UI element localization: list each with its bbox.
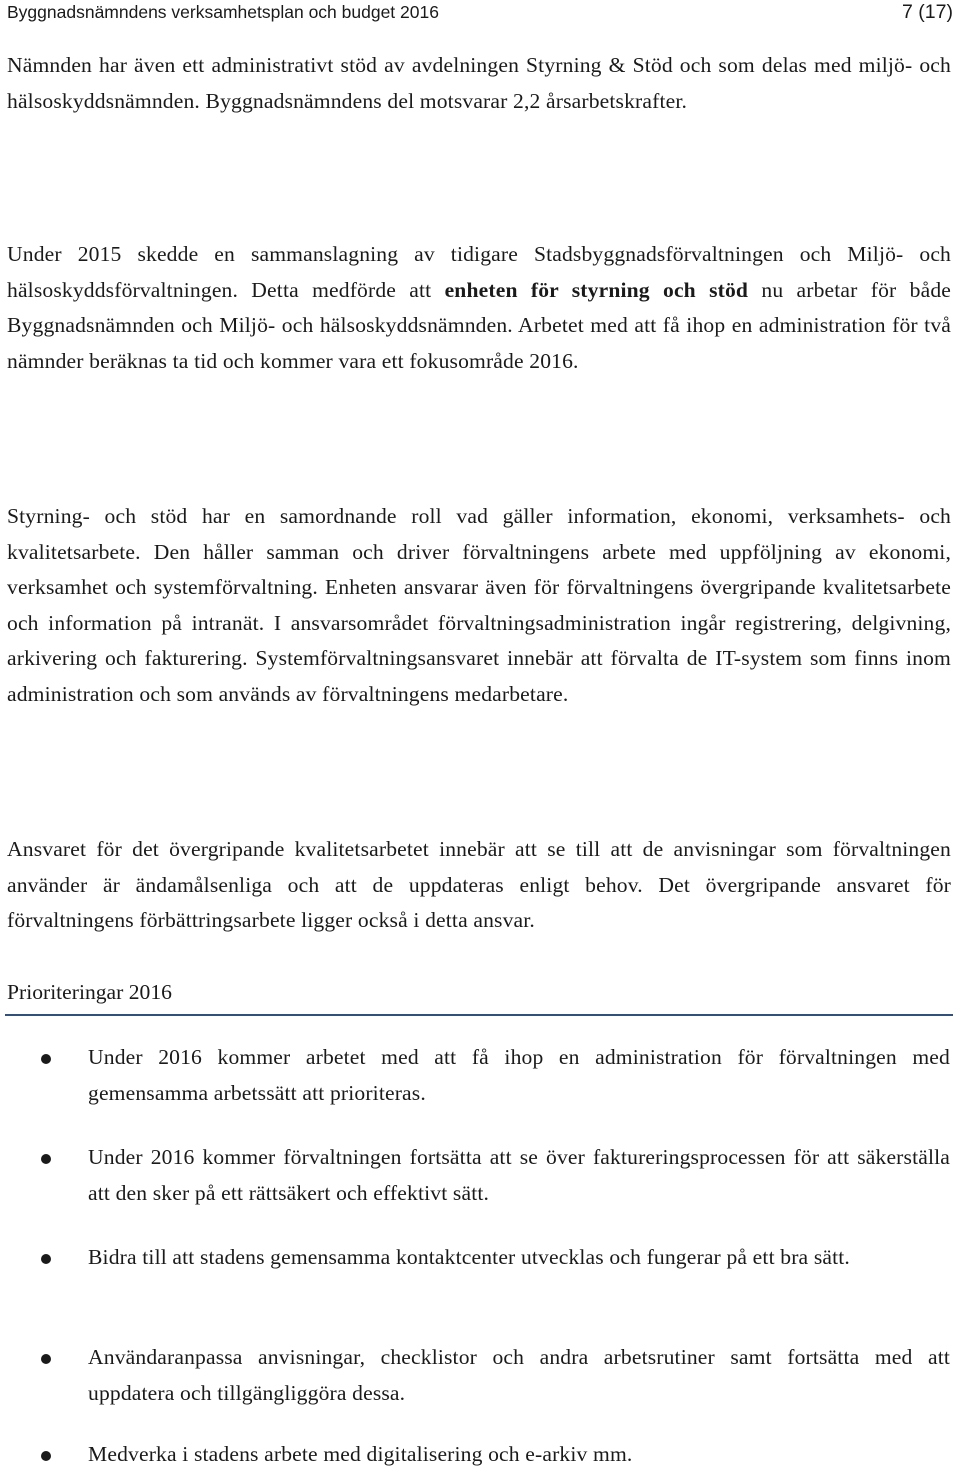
- bullet-icon: [41, 1354, 51, 1364]
- paragraph-quality-responsibility: Ansvaret för det övergripande kvalitetsarbetet innebär att se till att de anvisningar som förvaltningen använder är ändamålsenliga och att de uppdateras enligt behov. Det övergripande ansvaret för förvaltningens förbättringsarbete ligger också i detta ansvar.: [7, 837, 951, 932]
- bullet-icon: [41, 1254, 51, 1264]
- section-divider: [5, 1014, 953, 1016]
- paragraph-merger: [7, 237, 951, 379]
- paragraph-unit-role: Styrning- och stöd har en samordnande roll vad gäller information, ekonomi, verksamhets- och kvalitetsarbete. Den håller samman och driver förvaltningens arbete med uppföljning av ekonomi, verksamhet och systemförvaltning. Enheten ansvarar även för förvaltningens övergripande kvalitetsarbete och information på intranät. I ansvarsområdet förvaltningsadministration ingår registrering, delgivning, arkivering och fakturering. Systemförvaltningsansvaret innebär att förvalta de IT-system som finns inom administration och som används av förvaltningens medarbetare.: [7, 504, 951, 706]
- page-number: 7 (17): [902, 1, 953, 23]
- list-item-text: Användaranpassa anvisningar, checklistor och andra arbetsrutiner samt fortsätta med att uppdatera och tillgängliggöra dessa.: [88, 1345, 950, 1405]
- section-heading-priorities: Prioriteringar 2016: [7, 980, 172, 1004]
- paragraph-admin-support: Nämnden har även ett administrativt stöd av avdelningen Styrning & Stöd och som delas med miljö- och hälsoskyddsnämnden. Byggnadsnämndens del motsvarar 2,2 årsarbetskrafter.: [7, 53, 951, 113]
- document-title: Byggnadsnämndens verksamhetsplan och budget 2016: [7, 2, 439, 22]
- bullet-icon: [41, 1054, 51, 1064]
- list-item-text: Under 2016 kommer förvaltningen fortsätta att se över faktureringsprocessen för att säkerställa att den sker på ett rättsäkert och effektivt sätt.: [88, 1145, 950, 1205]
- paragraph-merger-text-a: Under 2015 skedde en sammanslagning av tidigare Stadsbyggnadsförvaltningen och Miljö- och hälsoskyddsförvaltningen. Detta medförde att: [7, 242, 951, 302]
- list-item-text: Under 2016 kommer arbetet med att få ihop en administration för förvaltningen med gemensamma arbetssätt att prioriteras.: [88, 1045, 950, 1105]
- paragraph-merger-text-b: nu arbetar för både Byggnadsnämnden och Miljö- och hälsoskyddsnämnden. Arbetet med att få ihop en administration för två nämnder beräknas ta tid och kommer vara ett fokusområde 2016.: [7, 277, 952, 373]
- bullet-icon: [41, 1451, 51, 1461]
- bullet-icon: [41, 1154, 51, 1164]
- list-item-text: Bidra till att stadens gemensamma kontaktcenter utvecklas och fungerar på ett bra sätt.: [88, 1245, 850, 1269]
- list-item-text: Medverka i stadens arbete med digitalisering och e-arkiv mm.: [88, 1442, 633, 1466]
- paragraph-merger-emphasis: enheten för styrning och stöd: [444, 277, 749, 302]
- page-header: [7, 0, 953, 26]
